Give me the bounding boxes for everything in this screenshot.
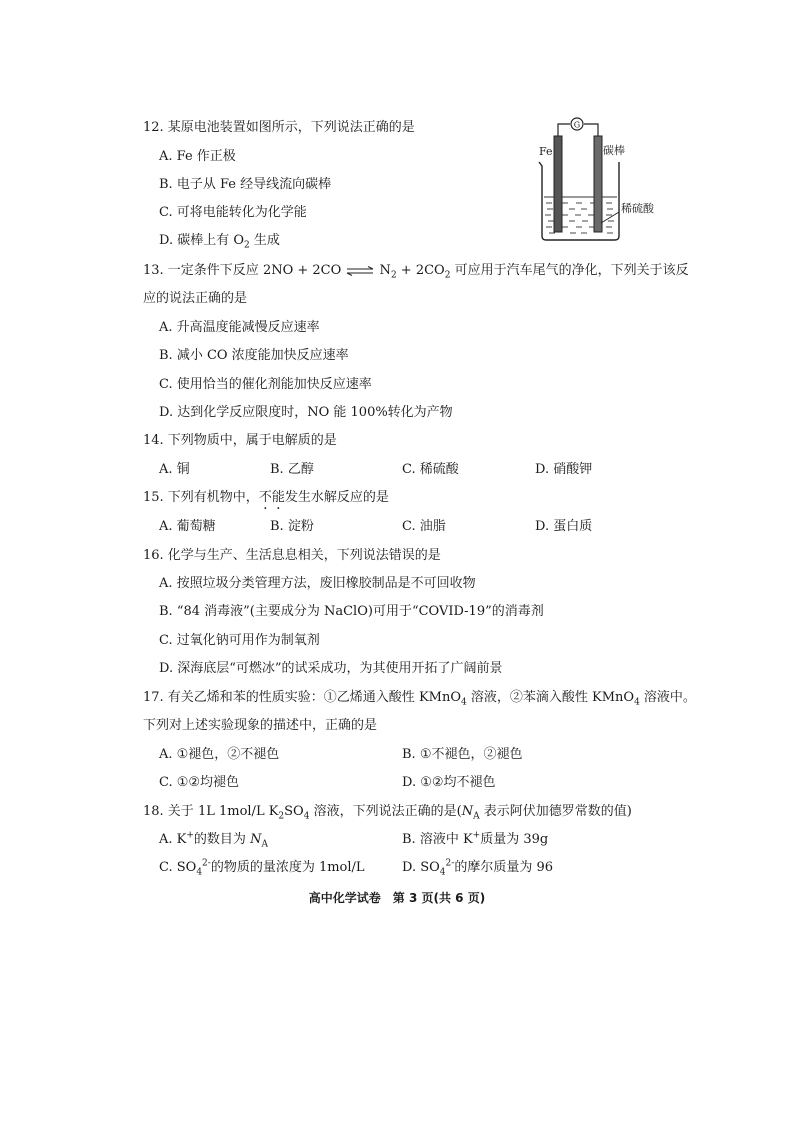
q14-stem: 14. 下列物质中，属于电解质的是 xyxy=(143,433,337,448)
q17-option-c: C. ①②均褪色 xyxy=(159,775,240,790)
q17-option-a: A. ①褪色，②不褪色 xyxy=(159,747,280,762)
q15-option-d: D. 蛋白质 xyxy=(535,519,593,534)
q13-stem-line1: 13. 一定条件下反应 2NO + 2CO $N_2 + 2CO_2$ 可应用于汽车尾气的净化，下列关于该反 xyxy=(143,263,689,281)
q14-option-d: D. 硝酸钾 xyxy=(535,462,593,477)
q17-stem-line1: 17. 有关乙烯和苯的性质实验：①乙烯通入酸性 KMnO$_4$ 溶液，②苯滴入酸性 KMnO$_4$ 溶液中。 xyxy=(143,690,696,708)
q12-option-d: D. 碳棒上有 $O_2$ 生成 xyxy=(159,233,280,251)
wire-left xyxy=(558,124,570,136)
q16-stem: 16. 化学与生产、生活息息相关，下列说法错误的是 xyxy=(143,548,441,563)
q14-option-b: B. 乙醇 xyxy=(270,462,314,477)
q13-option-b: B. 减小 CO 浓度能加快反应速率 xyxy=(159,348,349,363)
emphasis-can: 能 xyxy=(271,490,285,505)
q13-stem-line2: 应的说法正确的是 xyxy=(143,291,248,306)
q17-option-d: D. ①②均不褪色 xyxy=(402,775,496,790)
wire-right xyxy=(584,124,598,136)
q18-option-c: C. $SO_4^{2-}$的物质的量浓度为 1mol/L xyxy=(159,858,365,878)
galvanic-cell-diagram xyxy=(525,114,675,249)
q12-stem: 12. 某原电池装置如图所示，下列说法正确的是 xyxy=(143,120,415,135)
q15-option-c: C. 油脂 xyxy=(402,519,446,534)
q17-stem-line2: 下列对上述实验现象的描述中，正确的是 xyxy=(143,718,378,733)
q17-option-b: B. ①不褪色，②褪色 xyxy=(402,747,523,762)
q13-option-d: D. 达到化学反应限度时，NO 能 100%转化为产物 xyxy=(159,405,453,420)
q18-stem: 18. 关于 1L 1mol/L $K_2SO_4$ 溶液，下列说法正确的是($N_A$ 表示阿伏加德罗常数的值) xyxy=(143,804,632,822)
q12-option-a: A. Fe 作正极 xyxy=(159,149,236,164)
q15-stem: 15. 下列有机物中，不能发生水解反应的是 xyxy=(143,490,389,505)
q15-option-a: A. 葡萄糖 xyxy=(159,519,216,534)
q14-option-c: C. 稀硫酸 xyxy=(402,462,459,477)
equilibrium-arrow-icon xyxy=(345,266,375,276)
q18-option-d: D. $SO_4^{2-}$的摩尔质量为 96 xyxy=(402,858,553,878)
emphasis-not: 不 xyxy=(258,490,272,505)
acid-label: 稀硫酸 xyxy=(621,202,654,215)
q16-option-a: A. 按照垃圾分类管理方法，废旧橡胶制品是不可回收物 xyxy=(159,576,476,591)
q12-option-c: C. 可将电能转化为化学能 xyxy=(159,205,307,220)
q18-option-a: A. K+的数目为 $N_A$ xyxy=(159,830,268,850)
fe-electrode xyxy=(554,136,562,232)
q14-option-a: A. 铜 xyxy=(159,462,190,477)
q16-option-b: B. “84 消毒液”(主要成分为 NaClO)可用于“COVID-19”的消毒剂 xyxy=(159,604,544,619)
q18-option-b: B. 溶液中 K+质量为 39g xyxy=(402,830,549,847)
galvanometer-symbol: G xyxy=(573,120,581,130)
carbon-electrode xyxy=(594,136,602,232)
fe-label: Fe xyxy=(539,145,553,158)
q16-option-c: C. 过氧化钠可用作为制氧剂 xyxy=(159,633,320,648)
beaker xyxy=(539,162,619,240)
q15-option-b: B. 淀粉 xyxy=(270,519,314,534)
page-footer: 高中化学试卷 第 3 页(共 6 页) xyxy=(308,891,486,905)
q13-option-c: C. 使用恰当的催化剂能加快反应速率 xyxy=(159,377,372,392)
q13-option-a: A. 升高温度能减慢反应速率 xyxy=(159,320,320,335)
q12-option-b: B. 电子从 Fe 经导线流向碳棒 xyxy=(159,177,332,192)
carbon-label: 碳棒 xyxy=(603,144,625,157)
q16-option-d: D. 深海底层“可燃冰”的试采成功，为其使用开拓了广阔前景 xyxy=(159,661,503,676)
